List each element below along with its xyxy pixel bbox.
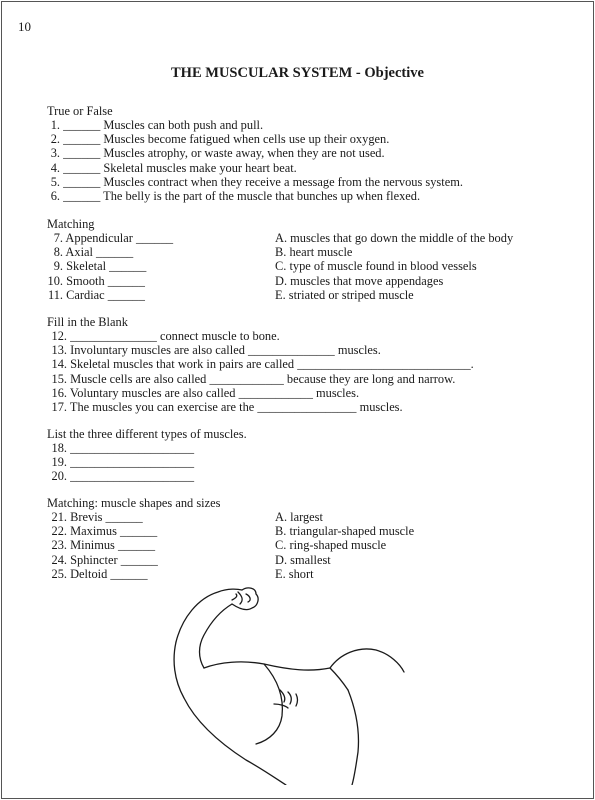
item-number: 17.	[51, 399, 67, 414]
item-text: ______________ connect muscle to bone.	[70, 329, 280, 343]
item-text: ______ Muscles contract when they receive a message from the nervous system.	[63, 174, 463, 189]
item-number: 6.	[50, 188, 60, 203]
list-item: E. striated or striped muscle	[275, 287, 414, 302]
list-item	[40, 189, 463, 203]
list-item: B. triangular-shaped muscle	[275, 524, 415, 539]
item-text: The muscles you can exercise are the ________________ muscles.	[69, 399, 403, 414]
list-item	[47, 524, 158, 538]
list-item	[47, 510, 158, 524]
list-item	[47, 538, 158, 552]
item-number: 10.	[47, 273, 63, 288]
item-number: 2.	[50, 132, 60, 147]
list-item: C. ring-shaped muscle	[275, 538, 387, 553]
item-number: 20.	[51, 469, 67, 484]
list-item	[40, 245, 173, 259]
list-item	[47, 372, 474, 386]
list-item: E. short	[275, 566, 314, 581]
item-number: 5.	[50, 174, 60, 189]
item-number: 3.	[50, 146, 60, 161]
item-text: Maximus ______	[70, 524, 158, 539]
list-item	[47, 386, 474, 400]
item-text: ____________________	[70, 455, 195, 470]
list-item	[40, 146, 463, 160]
page-number: 10	[18, 19, 31, 34]
list-item	[40, 231, 173, 245]
item-number: 13.	[51, 343, 67, 358]
item-text: Skeletal ______	[66, 259, 147, 274]
list-item: D. smallest	[275, 552, 331, 567]
list-item	[40, 161, 463, 175]
list-item: C. type of muscle found in blood vessels	[275, 259, 477, 274]
list-item	[40, 175, 463, 189]
matching-left-list	[40, 231, 173, 302]
item-text: Deltoid ______	[70, 566, 148, 581]
flexed-arm-icon	[160, 580, 405, 785]
list-types-list	[47, 441, 194, 484]
item-text: ______ The belly is the part of the muscle that bunches up when flexed.	[63, 188, 421, 203]
item-number: 16.	[51, 385, 67, 400]
list-item	[47, 469, 194, 483]
matching-right-list	[275, 231, 513, 302]
list-item	[47, 553, 158, 567]
item-text: Cardiac ______	[66, 287, 145, 302]
matching-shapes-left-list	[47, 510, 158, 581]
item-text: Muscle cells are also called ____________ because they are long and narrow.	[70, 371, 456, 386]
list-item	[47, 329, 474, 343]
item-text: Axial ______	[65, 245, 134, 260]
page-title: THE MUSCULAR SYSTEM - Objective	[171, 65, 424, 81]
true-false-list	[40, 118, 463, 203]
list-item: D. muscles that move appendages	[275, 273, 444, 288]
list-item	[40, 288, 173, 302]
fill-blank-heading: Fill in the Blank	[47, 315, 128, 329]
item-text: ____________________	[70, 441, 195, 455]
item-number: 7.	[53, 231, 63, 245]
list-item: A. largest	[275, 510, 323, 524]
item-text: Involuntary muscles are also called ______________ muscles.	[70, 343, 381, 358]
list-item	[40, 274, 173, 288]
item-text: ______ Muscles can both push and pull.	[63, 118, 264, 132]
list-item: B. heart muscle	[275, 245, 353, 260]
list-item	[47, 441, 194, 455]
matching-shapes-right-list	[275, 510, 414, 581]
item-text: ______ Skeletal muscles make your heart beat.	[63, 160, 297, 175]
item-number: 4.	[50, 160, 60, 175]
item-number: 24.	[51, 552, 67, 567]
item-number: 18.	[51, 441, 67, 455]
list-item	[40, 132, 463, 146]
item-number: 22.	[51, 524, 67, 539]
item-text: Brevis ______	[70, 510, 143, 524]
matching-heading: Matching	[47, 217, 95, 231]
list-types-heading: List the three different types of muscles.	[47, 427, 247, 441]
item-text: Voluntary muscles are also called ____________ muscles.	[69, 385, 360, 400]
item-number: 25.	[51, 566, 67, 581]
item-number: 23.	[51, 538, 67, 553]
list-item	[47, 455, 194, 469]
item-text: Appendicular ______	[65, 231, 174, 245]
item-text: Sphincter ______	[70, 552, 158, 567]
fill-blank-list	[47, 329, 474, 414]
item-text: Skeletal muscles that work in pairs are called ____________________________.	[70, 357, 474, 372]
item-text: ____________________	[70, 469, 195, 484]
item-number: 14.	[51, 357, 67, 372]
list-item	[47, 567, 158, 581]
item-text: Smooth ______	[66, 273, 145, 288]
item-number: 21.	[51, 510, 67, 524]
list-item	[40, 118, 463, 132]
list-item	[47, 400, 474, 414]
item-number: 11.	[47, 287, 63, 302]
item-text: ______ Muscles become fatigued when cells use up their oxygen.	[63, 132, 390, 147]
item-number: 9.	[53, 259, 63, 274]
item-number: 15.	[51, 371, 67, 386]
item-text: ______ Muscles atrophy, or waste away, when they are not used.	[63, 146, 385, 161]
item-number: 1.	[50, 118, 60, 132]
list-item: A. muscles that go down the middle of the body	[275, 231, 514, 245]
list-item	[47, 357, 474, 371]
true-false-heading: True or False	[47, 104, 113, 118]
list-item	[40, 259, 173, 273]
matching-shapes-heading: Matching: muscle shapes and sizes	[47, 496, 221, 510]
list-item	[47, 343, 474, 357]
item-number: 12.	[51, 329, 67, 343]
item-number: 8.	[53, 245, 63, 260]
item-text: Minimus ______	[70, 538, 156, 553]
item-number: 19.	[51, 455, 67, 470]
